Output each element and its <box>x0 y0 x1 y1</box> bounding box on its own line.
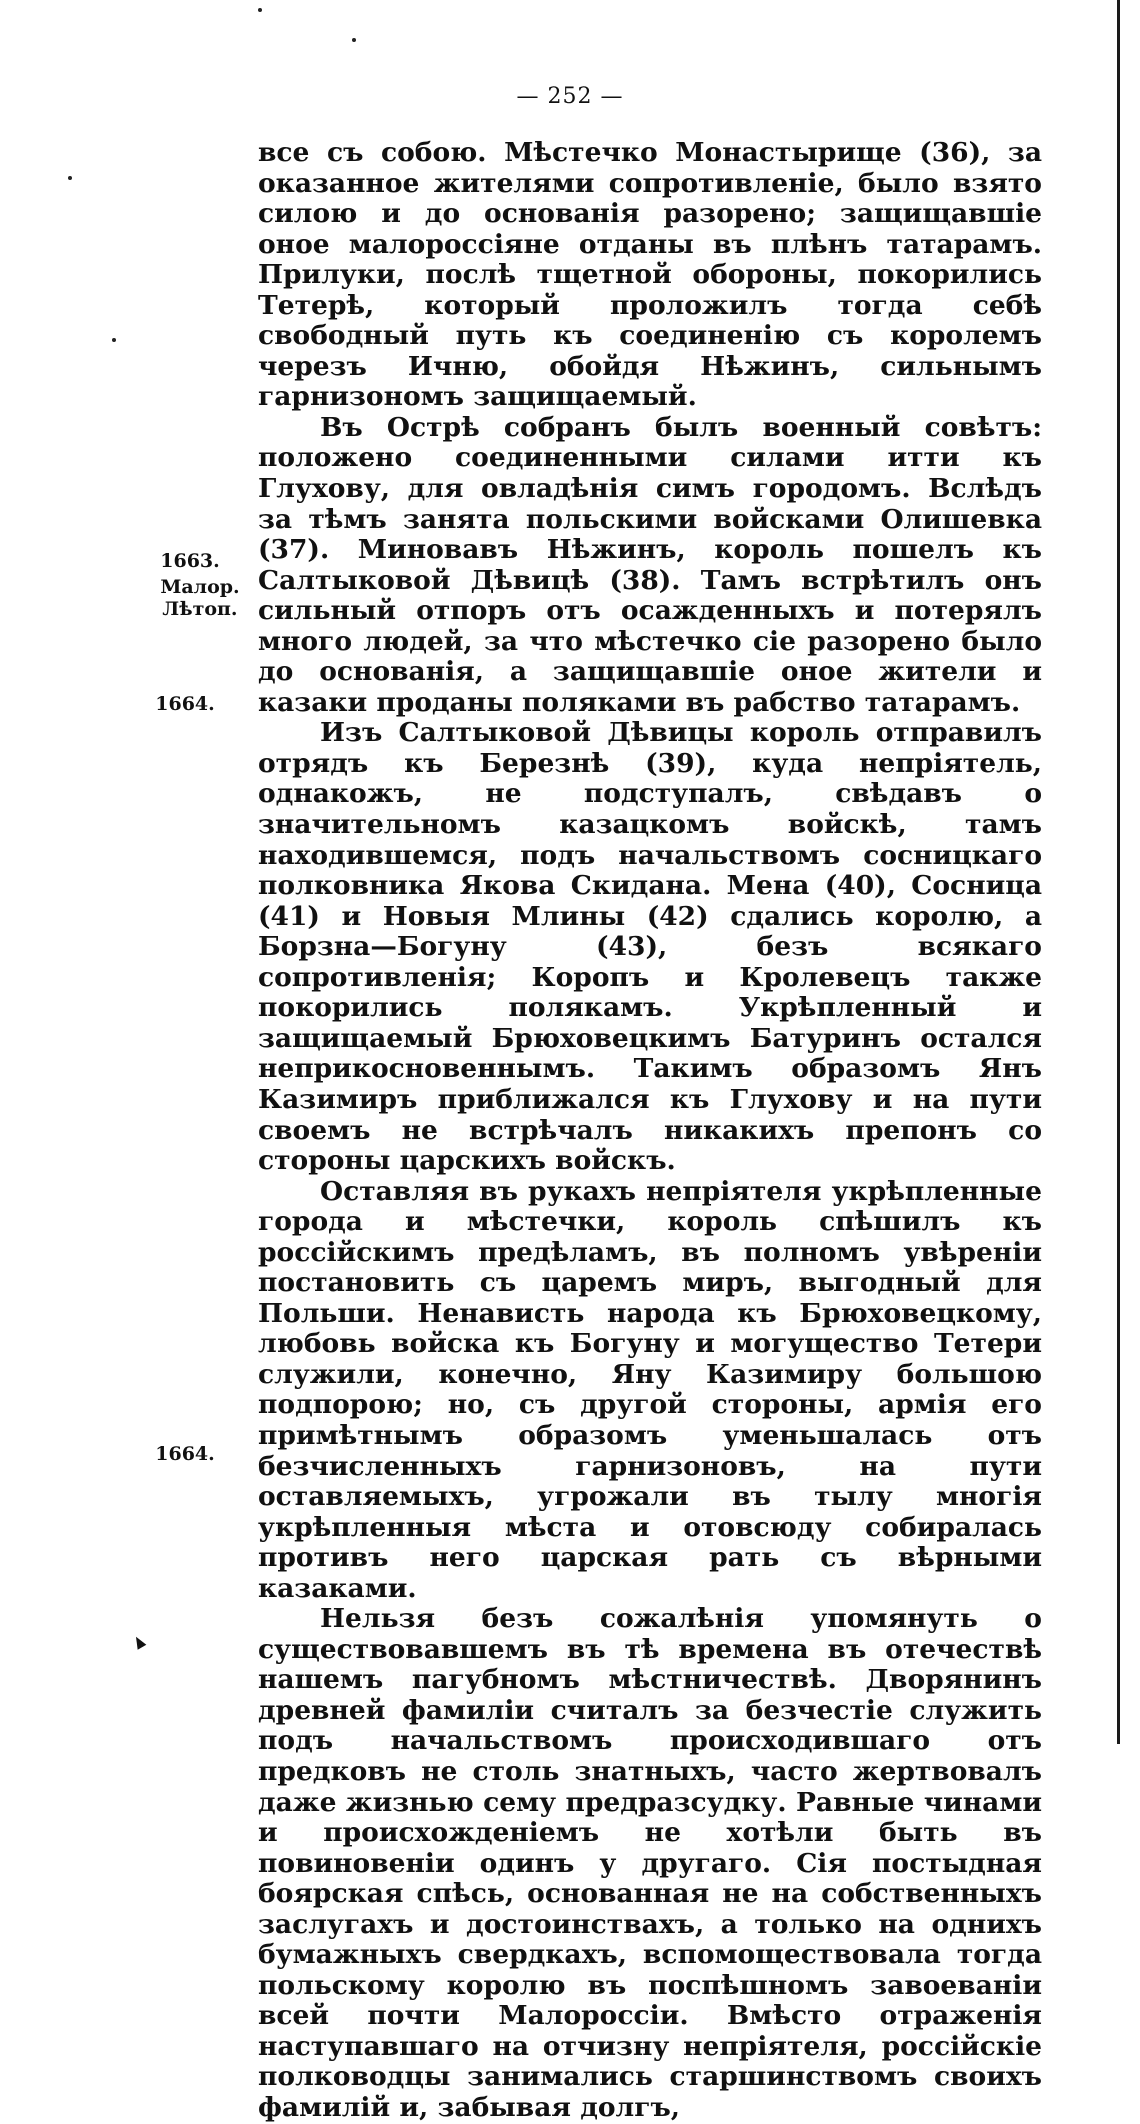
paragraph: Изъ Салтыковой Дѣвицы король отправилъ отрядъ къ Березнѣ (39), куда непріятель, однакожъ, не подступалъ, свѣдавъ о значительномъ казацкомъ войскѣ, тамъ находившемся, подъ начальствомъ сосницкаго полковника Якова Скидана. Мена (40), Сосница (41) и Новыя Млины (42) сдались королю, а Борзна—Богуну (43), безъ всякаго сопротивленія; Коропъ и Кролевецъ также покорились полякамъ. Укрѣпленный и защищаемый Брюховецкимъ Батуринъ остался неприкосновеннымъ. Такимъ образомъ Янъ Казимиръ приближался къ Глухову и на пути своемъ не встрѣчалъ никакихъ препонъ со стороны царскихъ войскъ. <box>258 717 1042 1177</box>
margin-source-line2: Лѣтоп. <box>162 598 238 620</box>
page-edge-line <box>1117 0 1120 1744</box>
paragraph: Нельзя безъ сожалѣнія упомянуть о существовавшемъ въ тѣ времена въ отечествѣ нашемъ пагубномъ мѣстничествѣ. Дворянинъ древней фамиліи считалъ за безчестіе служить подъ начальствомъ происходившаго отъ предковъ не столь знатныхъ, часто жертвовалъ даже жизнью сему предразсудку. Равные чинами и происхожденіемъ не хотѣли быть въ повиновеніи одинъ у другаго. Сія постыдная боярская спѣсь, основанная не на собственныхъ заслугахъ и достоинствахъ, а только на однихъ бумажныхъ свердкахъ, вспомоществовала тогда польскому королю въ поспѣшномъ завоеваніи всей почти Малороссіи. Вмѣсто отраженія наступавшаго на отчизну непріятеля, россійскіе полководцы занимались старшинствомъ своихъ фамилій и, забывая долгъ, <box>258 1603 1042 2123</box>
print-speck <box>68 176 72 180</box>
paragraph: Оставляя въ рукахъ непріятеля укрѣпленные города и мѣстечки, король спѣшилъ къ россійскимъ предѣламъ, въ полномъ увѣреніи постановить съ царемъ миръ, выгодный для Польши. Ненависть народа къ Брюховецкому, любовь войска къ Богуну и могущество Тетери служили, конечно, Яну Казимиру большою подпорою; но, съ другой стороны, армія его примѣтнымъ образомъ уменьшалась отъ безчисленныхъ гарнизоновъ, на пути оставляемыхъ, угрожали въ тылу многія укрѣпленныя мѣста и отовсюду собиралась противъ него царская рать съ вѣрными казаками. <box>258 1175 1042 1604</box>
print-speck <box>352 38 356 42</box>
margin-year-1664-second: 1664. <box>155 1443 215 1465</box>
paragraph: Въ Острѣ собранъ былъ военный совѣтъ: положено соединенными силами итти къ Глухову, для овладѣнія симъ городомъ. Вслѣдъ за тѣмъ занята польскими войсками Олишевка (37). Миновавъ Нѣжинъ, король пошелъ къ Салтыковой Дѣвицѣ (38). Тамъ встрѣтилъ онъ сильный отпоръ отъ осажденныхъ и потерялъ много людей, за что мѣстечко сіе разорено было до основанія, а защищавшіе оное жители и казаки проданы поляками въ рабство татарамъ. <box>258 411 1042 718</box>
print-speck <box>258 8 262 12</box>
margin-year-1664: 1664. <box>155 693 215 715</box>
main-text <box>258 138 1042 2124</box>
paragraph: все съ собою. Мѣстечко Монастырище (36), за оказанное жителями сопротивленіе, было взято силою и до основанія разорено; защищавшіе оное малороссіяне отданы въ плѣнъ татарамъ. Прилуки, послѣ тщетной обороны, покорились Тетерѣ, который проложилъ тогда себѣ свободный путь къ соединенію съ королемъ черезъ Ичню, обойдя Нѣжинъ, сильнымъ гарнизономъ защищаемый. <box>258 137 1042 413</box>
margin-mark-icon <box>132 1634 147 1649</box>
page-number: — 252 — <box>516 84 624 109</box>
margin-source-line1: Малор. <box>160 576 240 598</box>
margin-year-1663: 1663. <box>160 550 220 572</box>
print-speck <box>112 338 116 342</box>
